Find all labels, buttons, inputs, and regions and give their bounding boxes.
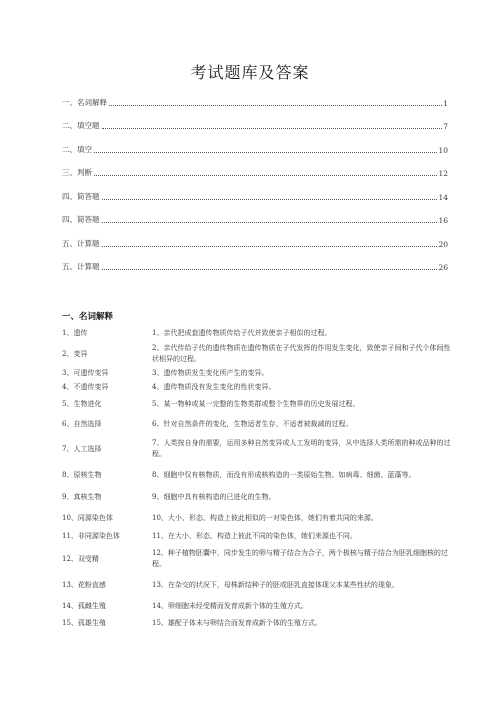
toc-leader-dots [94, 174, 437, 176]
term-name: 6、自然选择 [62, 420, 102, 428]
term-definition: 11、在大小、形态、构造上彼此不同的染色体，她们来源也不同。 [152, 531, 357, 540]
term-row [62, 616, 452, 630]
term-name: 5、生物进化 [62, 400, 102, 408]
term-row [62, 508, 452, 528]
term-row [62, 574, 452, 596]
term-name: 11、非同源染色体 [62, 531, 120, 540]
toc-entry-page: 1 [443, 98, 448, 108]
term-definition: 1、亲代把成套遗传物质传给子代并致使亲子相似的过程。 [152, 329, 332, 337]
toc-entry[interactable] [62, 155, 448, 179]
toc-entry-page: 20 [438, 239, 448, 249]
term-definition: 13、在杂交的状况下，母株新结种子的胚或胚乳直接体现父本某些性状的现象。 [152, 580, 399, 589]
term-row [62, 415, 452, 434]
term-name: 1、遗传 [62, 329, 88, 337]
term-name: 13、花粉直感 [62, 580, 106, 589]
term-definition: 6、针对自然条件的变化，生物适者生存、不适者被裁减的过程。 [152, 420, 353, 428]
toc-entry-label: 二、填空 [62, 144, 92, 154]
toc-leader-dots [94, 151, 437, 153]
term-name: 4、不遗传变异 [62, 382, 109, 391]
toc-entry[interactable] [62, 249, 448, 273]
term-definition: 12、种子植物胚囊中，同步发生的卵与精子结合为合子，两个极核与精子结合为胚乳细胞核的过程。 [152, 549, 448, 568]
term-name: 8、原核生物 [62, 471, 102, 479]
toc-entry-label: 五、计算题 [62, 262, 100, 271]
term-definition: 14、卵细胞未经受精而发育成新个体的生殖方式。 [152, 601, 308, 610]
toc-entry-page: 14 [438, 192, 448, 202]
term-name: 15、孤雄生殖 [62, 618, 106, 627]
toc-entry[interactable] [62, 202, 448, 226]
toc-leader-dots [102, 198, 438, 200]
term-name: 14、孤雌生殖 [62, 601, 106, 610]
term-name: 3、可遗传变异 [62, 369, 109, 377]
term-definition: 5、某一物种或某一完整的生物类群或整个生物界的历史发展过程。 [152, 400, 360, 408]
term-definition: 9、细胞中具有核构造的已进化的生物。 [152, 493, 276, 501]
toc-leader-dots [102, 221, 438, 223]
toc-leader-dots [109, 104, 442, 106]
term-definition: 4、遗传物质没有发生变化的性状变异。 [152, 382, 276, 391]
term-name: 7、人工选择 [62, 444, 102, 453]
term-definition: 7、人类按自身的需要，运用多种自然变异或人工发明的变异，从中选择人类所需的种或品种的过程。 [152, 439, 451, 458]
term-row [62, 341, 452, 367]
page-title: 考试题库及答案 [190, 63, 310, 82]
term-row [62, 434, 452, 464]
toc-entry-label: 四、简答题 [62, 191, 100, 201]
toc-entry-page: 12 [438, 169, 448, 178]
toc-entry-label: 一、名词解释 [62, 97, 107, 107]
term-row [62, 367, 452, 380]
toc-entry[interactable] [62, 131, 448, 155]
toc-entry[interactable] [62, 178, 448, 202]
toc-entry[interactable] [62, 84, 448, 108]
term-row [62, 394, 452, 415]
term-row [62, 487, 452, 508]
toc-entry-label: 二、填空题 [62, 121, 100, 130]
toc-entry[interactable] [62, 225, 448, 249]
term-definition: 10、大小、形态、构造上彼此相似的一对染色体，她们有着共同的来源。 [152, 513, 378, 522]
term-name: 10、同源染色体 [62, 513, 113, 522]
toc-entry-page: 10 [438, 145, 448, 155]
term-row [62, 326, 452, 341]
term-definition: 8、细胞中仅有核物质，而没有形成核构造的一类原始生物。如病毒、细菌、蓝藻等。 [152, 471, 416, 479]
term-row [62, 544, 452, 574]
term-row [62, 596, 452, 616]
toc-entry-page: 26 [438, 263, 448, 272]
term-definition: 15、雄配子体未与卵结合而发育成新个体的生殖方式。 [152, 618, 322, 627]
term-definition: 3、遗传物质发生变化所产生的变异。 [152, 369, 269, 377]
term-row [62, 528, 452, 544]
toc-entry-page: 7 [443, 122, 448, 131]
toc-entry-label: 五、计算题 [62, 238, 100, 248]
toc-entry-label: 三、判断 [62, 168, 92, 177]
term-name: 12、双受精 [62, 554, 99, 563]
term-name: 2、变异 [62, 349, 88, 358]
toc-entry[interactable] [62, 108, 448, 132]
toc-leader-dots [102, 127, 443, 129]
term-definition: 2、亲代传给子代的遗传物质在遗传物质在子代发挥的作用发生变化，致使亲子间和子代个体间性状相异的过程。 [152, 344, 451, 363]
toc-leader-dots [102, 245, 438, 247]
term-list [62, 326, 452, 630]
toc-entry-page: 16 [438, 216, 448, 225]
term-name: 9、真核生物 [62, 493, 102, 501]
section-heading: 一、名词解释 [62, 312, 114, 322]
toc-leader-dots [102, 268, 438, 270]
term-row [62, 380, 452, 394]
term-row [62, 464, 452, 487]
table-of-contents [62, 84, 448, 272]
toc-entry-label: 四、简答题 [62, 215, 100, 224]
